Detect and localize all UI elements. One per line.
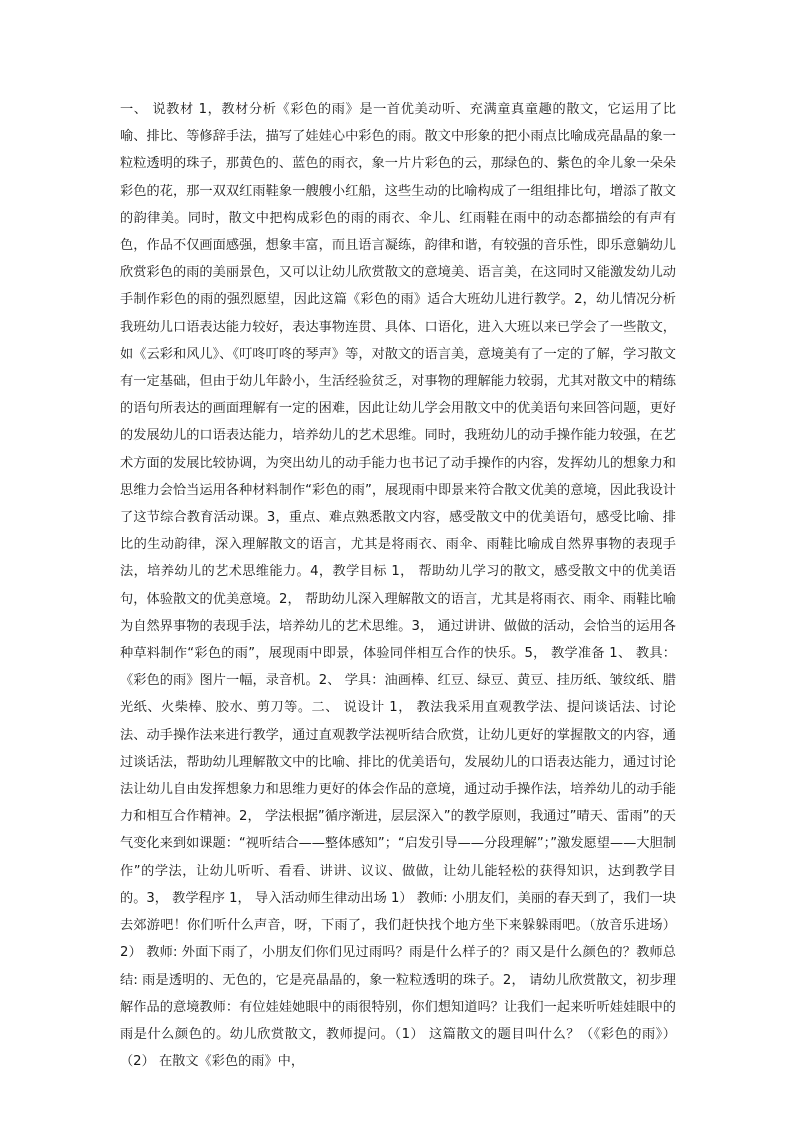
body-text: 一、 说教材 1，教材分析《彩色的雨》是一首优美动听、充满童真童趣的散文，它运用了比喻、排比、等修辞手法，描写了娃娃心中彩色的雨。散文中形象的把小雨点比喻成亮晶晶的象一粒粒透明的珠子，那黄色的、蓝色的雨衣，象一片片彩色的云，那绿色的、紫色的伞儿象一朵朵彩色的花，那一双双红雨鞋象一艘艘小红船，这些生动的比喻构成了一组组排比句，增添了散文的韵律美。同时，散文中把构成彩色的雨的雨衣、伞儿、红雨鞋在雨中的动态都描绘的有声有色，作品不仅画面感强，想象丰富，而且语言凝练，韵律和谐，有较强的音乐性，即乐意躺幼儿欣赏彩色的雨的美丽景色，又可以让幼儿欣赏散文的意境美、语言美，在这同时又能激发幼儿动手制作彩色的雨的强烈愿望，因此这篇《彩色的雨》适合大班幼儿进行教学。2，幼儿情况分析我班幼儿口语表达能力较好，表达事物连贯、具体、口语化，进入大班以来已学会了一些散文，如《云彩和风儿》、《叮咚叮咚的琴声》等，对散文的语言美，意境美有了一定的了解，学习散文有一定基础，但由于幼儿年龄小，生活经验贫乏，对事物的理解能力较弱，尤其对散文中的精练的语句所表达的画面理解有一定的困难，因此让幼儿学会用散文中的优美语句来回答问题，更好的发展幼儿的口语表达能力，培养幼儿的艺术思维。同时，我班幼儿的动手操作能力较强，在艺术方面的发展比较协调，为突出幼儿的动手能力也书记了动手操作的内容，发挥幼儿的想象力和思维力会恰当运用各种材料制作“彩色的雨”，展现雨中即景来符合散文优美的意境，因此我设计了这节综合教育活动课。3，重点、难点熟悉散文内容，感受散文中的优美语句，感受比喻、排比的生动韵律，深入理解散文的语言，尤其是将雨衣、雨伞、雨鞋比喻成自然界事物的表现手法，培养幼儿的艺术思维能力。4，教学目标 1， 帮助幼儿学习的散文，感受散文中的优美语句，体验散文的优美意境。2， 帮助幼儿深入理解散文的语言，尤其是将雨衣、雨伞、雨鞋比喻为自然界事物的表现手法，培养幼儿的艺术思维。3， 通过讲讲、做做的活动，会恰当的运用各种草料制作“彩色的雨”，展现雨中即景，体验同伴相互合作的快乐。5， 教学准备 1、 教具：《彩色的雨》图片一幅，录音机。2、 学具：油画棒、红豆、绿豆、黄豆、挂历纸、皱纹纸、腊光纸、火柴棒、胶水、剪刀等。二、 说设计 1， 教法我采用直观教学法、提问谈话法、讨论法、动手操作法来进行教学，通过直观教学法视听结合欣赏，让幼儿更好的掌握散文的内容，通过谈话法，帮助幼儿理解散文中的比喻、排比的优美语句，发展幼儿的口语表达能力，通过讨论法让幼儿自由发挥想象力和思维力更好的体会作品的意境，通过动手操作法，培养幼儿的动手能力和相互合作精神。2， 学法根据”循序渐进，层层深入”的教学原则，我通过”晴天、雷雨”的天气变化来到如课题：“视听结合——整体感知”；“启发引导——分段理解”；”激发愿望——大胆制作”的学法，让幼儿听听、看看、讲讲、议议、做做，让幼儿能轻松的获得知识，达到教学目的。3， 教学程序 1， 导入活动师生律动出场 1） 教师: 小朋友们，美丽的春天到了，我们一块去郊游吧！你们听什么声音，呀，下雨了，我们赶快找个地方坐下来躲躲雨吧。（放音乐进场）2） 教师: 外面下雨了，小朋友们你们见过雨吗？雨是什么样子的？雨又是什么颜色的？教师总结: 雨是透明的、无色的，它是亮晶晶的，象一粒粒透明的珠子。2， 请幼儿欣赏散文，初步理解作品的意境教师：有位娃娃她眼中的雨很特别，你们想知道吗？让我们一起来听听娃娃眼中的雨是什么颜色的。幼儿欣赏散文，教师提问。（1） 这篇散文的题目叫什么？（《彩色的雨》）（2） 在散文《彩色的雨》中， (120, 102, 676, 1070)
